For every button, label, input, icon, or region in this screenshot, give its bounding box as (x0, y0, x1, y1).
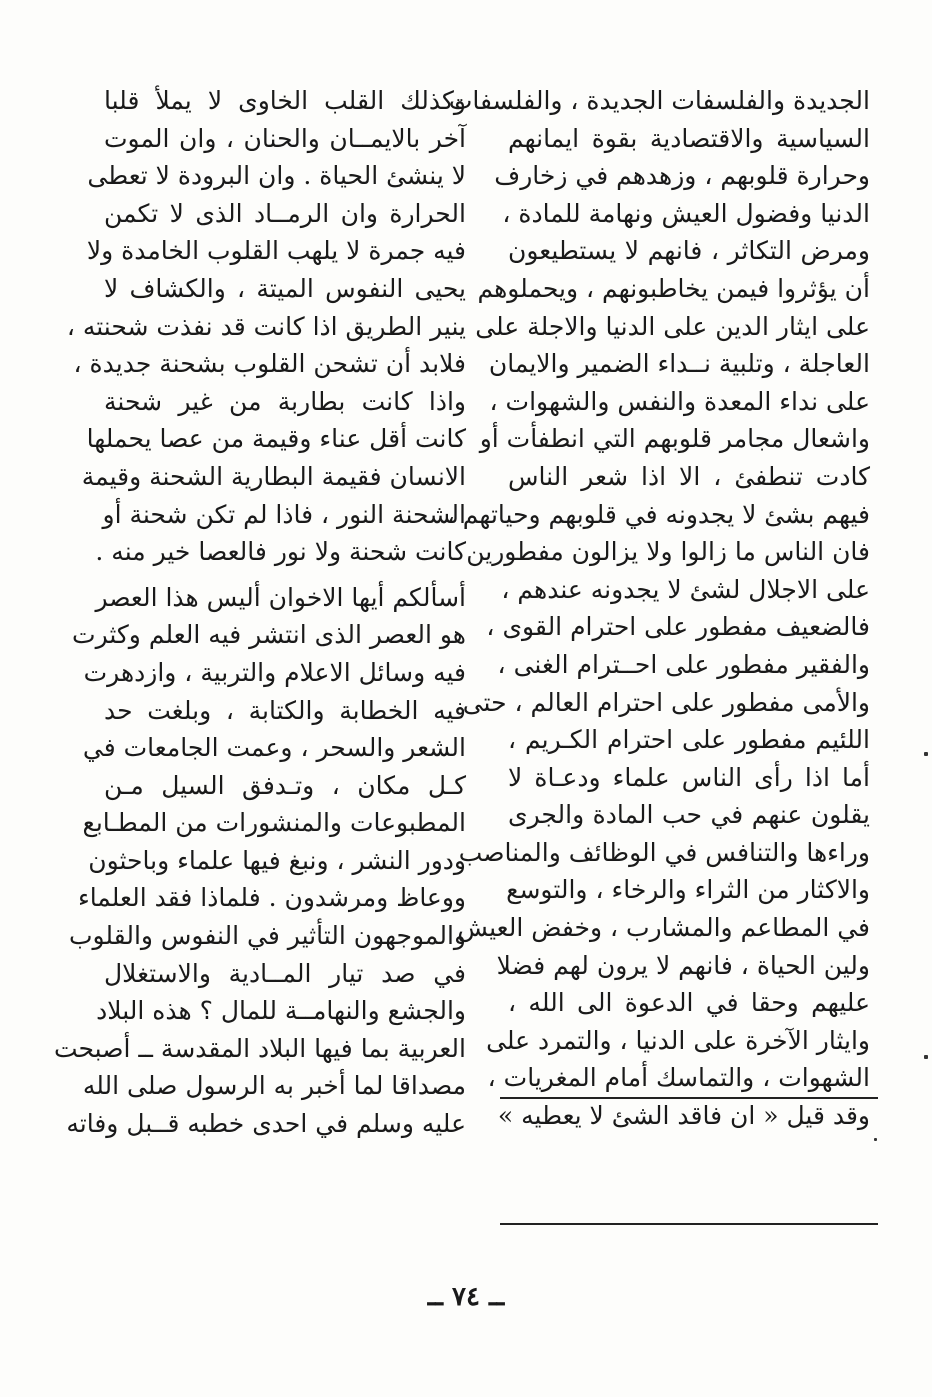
text-line: فيه وسائل الاعلام والتربية ، وازدهرت (83, 657, 466, 687)
left-paragraph-1 (66, 82, 466, 571)
text-line: مصداقا لما أخبر به الرسول صلى الله (82, 1071, 466, 1101)
text-line: كـل مكان ، وتـدفق السيل مـن (104, 770, 466, 800)
text-line: أما اذا رأى الناس علماء ودعـاة لا (508, 762, 870, 792)
text-line: السياسية والاقتصادية بقوة ايمانهم (508, 123, 870, 153)
text-line: الشحنة النور ، فاذا لم تكن شحنة أو (102, 499, 466, 529)
text-line: وحرارة قلوبهم ، وزهدهم في زخارف (494, 161, 870, 191)
text-line: على الاجلال لشئ لا يجدونه عندهم ، (501, 574, 870, 604)
text-line: فيه جمرة لا يلهب القلوب الخامدة ولا (86, 236, 466, 266)
text-line: والأمى مفطور على احترام العالم ، حتى (462, 687, 870, 717)
text-line: فان الناس ما زالوا ولا يزالون مفطورين (466, 537, 870, 567)
text-line: الشعر والسحر ، وعمت الجامعات في (82, 733, 466, 763)
text-line: على نداء المعدة والنفس والشهوات ، (489, 386, 870, 416)
left-column (53, 82, 466, 1143)
text-line: والاكثار من الثراء والرخاء ، والتوسع (506, 875, 870, 905)
left-paragraph-2 (53, 579, 466, 1143)
text-line: هو العصر الذى انتشر فيه العلم وكثرت (72, 620, 466, 650)
text-line: ووعاظ ومرشدون . فلماذا فقد العلماء (77, 883, 466, 913)
text-line: العربية بما فيها البلاد المقدسة ــ أصبحت (53, 1033, 466, 1063)
page-number: ــ ٧٤ ــ (427, 1282, 505, 1312)
text-line: والجشع والنهامــة للمال ؟ هذه البلاد (96, 996, 466, 1026)
underline-rule-lower (500, 1223, 878, 1225)
text-line: فالضعيف مفطور على احترام القوى ، (486, 612, 870, 642)
scan-speck (874, 1138, 877, 1141)
text-line: الجديدة والفلسفات الجديدة ، والفلسفات (448, 86, 870, 115)
text-line: الشهوات ، والتماسك أمام المغريات ، (487, 1063, 870, 1093)
text-line: وقد قيل « ان فاقد الشئ لا يعطيه » (497, 1101, 870, 1131)
text-line: أسألكم أيها الاخوان أليس هذا العصر (95, 582, 466, 612)
text-line: وايثار الآخرة على الدنيا ، والتمرد على (486, 1025, 870, 1055)
text-line: العاجلة ، وتلبية نــداء الضمير والايمان (488, 349, 870, 379)
text-line: عليهم وحقا في الدعوة الى الله ، (508, 988, 870, 1018)
text-line: المطبوعات والمنشورات من المطـابع (82, 808, 466, 838)
text-line: ومرض التكاثر ، فانهم لا يستطيعون (508, 236, 870, 266)
text-line: الدنيا وفضول العيش ونهامة للمادة ، (502, 198, 870, 228)
right-column (446, 82, 870, 1135)
text-line: لا ينشئ الحياة . وان البرودة لا تعطى (87, 161, 466, 191)
text-line: واشعال مجامر قلوبهم التي انطفأت أو (479, 424, 870, 454)
text-line: كانت شحنة ولا نور فالعصا خير منه . (95, 537, 466, 567)
text-line: والموجهون التأثير في النفوس والقلوب (68, 921, 466, 951)
text-line: أن يؤثروا فيمن يخاطبونهم ، ويحملوهم (477, 273, 870, 303)
text-line: ولين الحياة ، فانهم لا يرون لهم فضلا (496, 950, 870, 980)
text-line: وراءها والتنافس في الوظائف والمناصب (458, 837, 870, 867)
text-line: يحيى النفوس الميتة ، والكشاف لا (104, 273, 466, 303)
text-line: في صد تيار المــادية والاستغلال (104, 958, 466, 988)
text-line: ينير الطريق اذا كانت قد نفذت شحنته ، (66, 311, 466, 341)
paragraph-gap (104, 571, 466, 579)
text-line: يقلون عنهم في حب المادة والجرى (508, 800, 870, 830)
text-line: فيهم بشئ لا يجدونه في قلوبهم وحياتهم ، (446, 499, 870, 529)
text-line: في المطاعم والمشارب ، وخفض العيش (457, 913, 870, 943)
text-line: واذا كانت بطاربة من غير شحنة (104, 386, 466, 416)
underline-rule-upper (500, 1097, 878, 1099)
text-line: فلابد أن تشحن القلوب بشحنة جديدة ، (73, 349, 466, 379)
text-line: فيه الخطابة والكتابة ، وبلغت حد (104, 695, 466, 725)
text-line: وكذلك القلب الخاوى لا يملأ قلبا (104, 86, 466, 115)
text-line: عليه وسلم في احدى خطبه قــبل وفاته (66, 1109, 466, 1139)
scan-speck (924, 752, 928, 756)
text-line: كادت تنطفئ ، الا اذا شعر الناس (508, 461, 870, 491)
text-line: ودور النشر ، ونبغ فيها علماء وباحثون (88, 845, 466, 875)
scan-speck (924, 1055, 928, 1059)
text-line: اللئيم مفطور على احترام الكـريم ، (508, 725, 870, 755)
text-line: الحرارة وان الرمــاد الذى لا تكمن (104, 198, 466, 228)
text-line: آخر بالايمــان والحنان ، وان الموت (104, 123, 466, 153)
text-line: كانت أقل عناء وقيمة من عصا يحملها (86, 424, 466, 454)
text-line: والفقير مفطور على احــترام الغنى ، (497, 649, 870, 679)
text-line: الانسان فقيمة البطارية الشحنة وقيمة (81, 461, 466, 491)
text-line: على ايثار الدين على الدنيا والاجلة على (475, 311, 870, 341)
